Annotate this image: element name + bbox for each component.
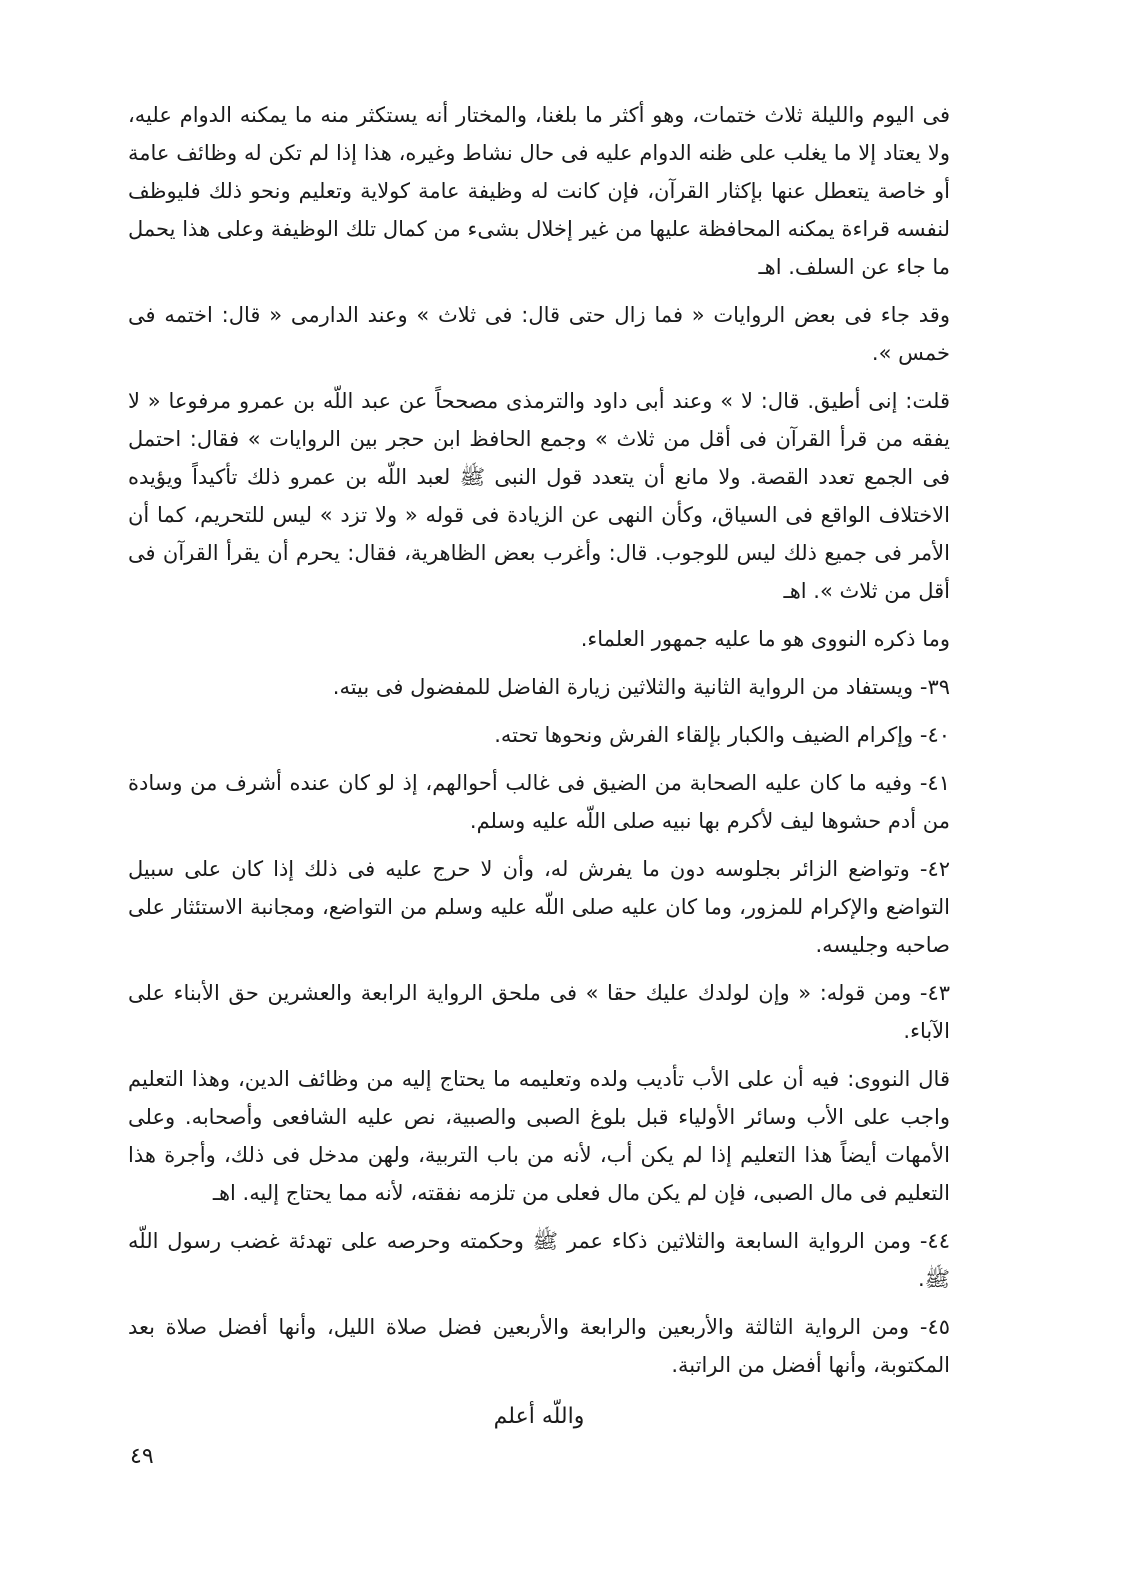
paragraph-three-khatmat: فى اليوم والليلة ثلاث ختمات، وهو أكثر ما بلغنا، والمختار أنه يستكثر منه ما يمكنه الدوام عليه، ولا يعتاد إلا ما يغلب على ظنه الدوام عليه فى حال نشاط وغيره، هذا إذا لم تكن له وظائف عامة أو خاصة يتعطل عنها بإكثار القرآن، فإن كانت له وظيفة عامة كولاية وتعليم ونحو ذلك فليوظف لنفسه قراءة يمكنه المحافظة عليها من غير إخلال بشىء من كمال تلك الوظيفة وعلى هذا يحمل ما جاء عن السلف. اهـ [128, 103, 950, 279]
page-body [128, 96, 950, 1496]
item-number: ٤٤- [919, 1229, 950, 1253]
list-item-40 [128, 716, 950, 754]
paragraph-riwayat: وقد جاء فى بعض الروايات « فما زال حتى قال: فى ثلاث » وعند الدارمى « قال: اختمه فى خمس ». [128, 303, 950, 365]
nawawi-quote: قال النووى: فيه أن على الأب تأديب ولده وتعليمه ما يحتاج إليه من وظائف الدين، وهذا التعليم واجب على الأب وسائر الأولياء قبل بلوغ الصبى والصبية، نص عليه الشافعى وأصحابه. وعلى الأمهات أيضاً هذا التعليم إذا لم يكن أب، لأنه من باب التربية، ولهن مدخل فى ذلك، وأجرة هذا التعليم فى مال الصبى، فإن لم يكن مال فعلى من تلزمه نفقته، لأنه مما يحتاج إليه. اهـ [128, 1067, 950, 1205]
item-text: ومن قوله: « وإن لولدك عليك حقا » فى ملحق الرواية الرابعة والعشرين حق الأبناء على الآباء. [128, 981, 950, 1043]
list-item-43 [128, 974, 950, 1050]
paragraph-nawawi-majority: وما ذكره النووى هو ما عليه جمهور العلماء. [580, 627, 950, 651]
item-number: ٤٢- [919, 857, 950, 881]
page-number: ٤٩ [130, 1444, 154, 1469]
list-item-45 [128, 1308, 950, 1384]
paragraph-qultu: قلت: إنى أطيق. قال: لا » وعند أبى داود والترمذى مصححاً عن عبد اللّه بن عمرو مرفوعا « لا يفقه من قرأ القرآن فى أقل من ثلاث » وجمع الحافظ ابن حجر بين الروايات » فقال: احتمل فى الجمع تعدد القصة. ولا مانع أن يتعدد قول النبى ﷺ لعبد اللّه بن عمرو ذلك تأكيداً ويؤيده الاختلاف الواقع فى السياق، وكأن النهى عن الزيادة فى قوله « ولا تزد » ليس للتحريم، كما أن الأمر فى جميع ذلك ليس للوجوب. قال: وأغرب بعض الظاهرية، فقال: يحرم أن يقرأ القرآن فى أقل من ثلاث ». اهـ [128, 389, 950, 603]
item-number: ٤٣- [919, 981, 951, 1005]
item-text: وإكرام الضيف والكبار بإلقاء الفرش ونحوها تحته. [494, 723, 914, 747]
item-number: ٤٠- [919, 723, 950, 747]
item-text: ومن الرواية الثالثة والأربعين والرابعة والأربعين فضل صلاة الليل، وأنها أفضل صلاة بعد المكتوبة، وأنها أفضل من الراتبة. [128, 1315, 950, 1377]
list-item-42 [128, 850, 950, 964]
item-text: ويستفاد من الرواية الثانية والثلاثين زيارة الفاضل للمفضول فى بيته. [332, 675, 914, 699]
list-item-39 [128, 668, 950, 706]
list-item-44 [128, 1222, 950, 1298]
item-number: ٤١- [919, 771, 950, 795]
item-text: وتواضع الزائر بجلوسه دون ما يفرش له، وأن لا حرج عليه فى ذلك إذا كان على سبيل التواضع والإكرام للمزور، وما كان عليه صلى اللّه عليه وسلم من التواضع، ومجانبة الاستئثار على صاحبه وجليسه. [128, 857, 950, 957]
item-text: ومن الرواية السابعة والثلاثين ذكاء عمر ﷺ وحكمته وحرصه على تهدئة غضب رسول اللّه ﷺ. [128, 1229, 950, 1291]
list-item-41 [128, 764, 950, 840]
item-text: وفيه ما كان عليه الصحابة من الضيق فى غالب أحوالهم، إذ لو كان عنده أشرف من وسادة من أدم حشوها ليف لأكرم بها نبيه صلى اللّه عليه وسلم. [128, 771, 950, 833]
item-number: ٤٥- [919, 1315, 950, 1339]
closing-phrase: واللّه أعلم [493, 1404, 585, 1429]
item-number: ٣٩- [919, 675, 950, 699]
